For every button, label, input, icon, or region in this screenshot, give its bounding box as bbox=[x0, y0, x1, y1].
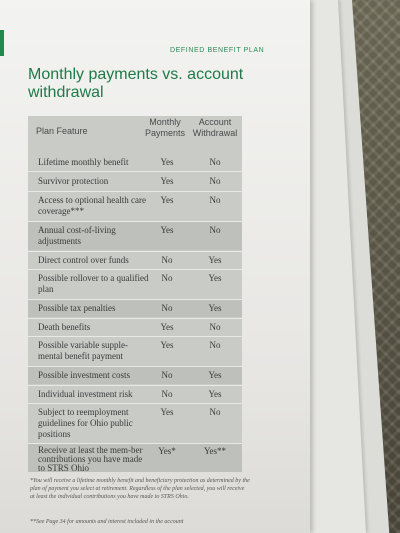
table-row bbox=[28, 154, 242, 170]
table-header bbox=[28, 116, 242, 152]
table-row bbox=[28, 172, 242, 190]
row-monthly-value: Yes* bbox=[158, 446, 176, 456]
row-withdrawal-value: No bbox=[209, 157, 221, 167]
table-row bbox=[28, 222, 242, 250]
row-monthly-value: Yes bbox=[160, 340, 174, 350]
row-withdrawal-value: No bbox=[209, 225, 221, 235]
row-label: Annual cost-of-living adjustments bbox=[38, 225, 116, 246]
footnote-monthly-benefit: *You will receive a lifetime monthly benefit and beneficiary protection as determined by the plan of payment you select at retirement. Regardless of the plan selected, you will receive at least the individual contributions you have made to STRS Ohio. bbox=[30, 478, 250, 500]
page-title: Monthly payments vs. account withdrawal bbox=[28, 66, 244, 101]
table-row bbox=[28, 270, 242, 298]
running-head: DEFINED BENEFIT PLAN bbox=[170, 47, 265, 54]
row-withdrawal-value: Yes bbox=[208, 389, 222, 399]
row-withdrawal-value: No bbox=[209, 195, 221, 205]
row-monthly-value: No bbox=[161, 273, 173, 283]
table-row bbox=[28, 404, 242, 442]
row-monthly-value: Yes bbox=[160, 195, 174, 205]
header-plan-feature: Plan Feature bbox=[36, 126, 88, 136]
row-label: Access to optional health care coverage*** bbox=[38, 195, 146, 216]
row-monthly-value: No bbox=[161, 255, 173, 265]
table-row bbox=[28, 444, 242, 472]
row-withdrawal-value: Yes bbox=[208, 370, 222, 380]
row-label: Possible variable supple-mental benefit payment bbox=[38, 340, 128, 361]
row-monthly-value: Yes bbox=[160, 225, 174, 235]
row-label: Subject to reemployment guidelines for Ohio public positions bbox=[38, 407, 133, 439]
row-monthly-value: Yes bbox=[160, 176, 174, 186]
row-label: Death benefits bbox=[38, 322, 91, 332]
row-label: Receive at least the mem-ber contributions you have made to STRS Ohio bbox=[38, 445, 143, 473]
row-label: Direct control over funds bbox=[38, 255, 129, 265]
row-label: Possible rollover to a qualified plan bbox=[38, 273, 149, 294]
table-row bbox=[28, 192, 242, 220]
row-monthly-value: Yes bbox=[160, 407, 174, 417]
row-withdrawal-value: Yes bbox=[208, 273, 222, 283]
table-row bbox=[28, 337, 242, 365]
header-monthly-payments: Monthly Payments bbox=[144, 117, 186, 138]
row-label: Possible tax penalties bbox=[38, 303, 116, 313]
footnote-account-interest: **See Page 34 for amounts and interest included in the account bbox=[30, 519, 184, 525]
row-label: Lifetime monthly benefit bbox=[38, 157, 129, 167]
table-row bbox=[28, 252, 242, 268]
row-monthly-value: Yes bbox=[160, 322, 174, 332]
row-withdrawal-value: No bbox=[209, 322, 221, 332]
table-row bbox=[28, 300, 242, 317]
row-label: Individual investment risk bbox=[38, 389, 133, 399]
comparison-table bbox=[28, 116, 242, 472]
green-edge-tab bbox=[0, 30, 4, 56]
table-row bbox=[28, 386, 242, 402]
row-label: Possible investment costs bbox=[38, 370, 130, 380]
row-monthly-value: No bbox=[161, 303, 173, 313]
row-withdrawal-value: No bbox=[209, 340, 221, 350]
row-withdrawal-value: No bbox=[209, 176, 221, 186]
row-withdrawal-value: Yes bbox=[208, 255, 222, 265]
row-withdrawal-value: Yes bbox=[208, 303, 222, 313]
row-monthly-value: Yes bbox=[160, 157, 174, 167]
table-row bbox=[28, 367, 242, 384]
row-label: Survivor protection bbox=[38, 176, 109, 186]
row-monthly-value: No bbox=[161, 370, 173, 380]
header-account-withdrawal: Account Withdrawal bbox=[192, 117, 238, 138]
row-withdrawal-value: No bbox=[209, 407, 221, 417]
row-monthly-value: No bbox=[161, 389, 173, 399]
table-row bbox=[28, 319, 242, 335]
row-withdrawal-value: Yes** bbox=[203, 446, 227, 456]
